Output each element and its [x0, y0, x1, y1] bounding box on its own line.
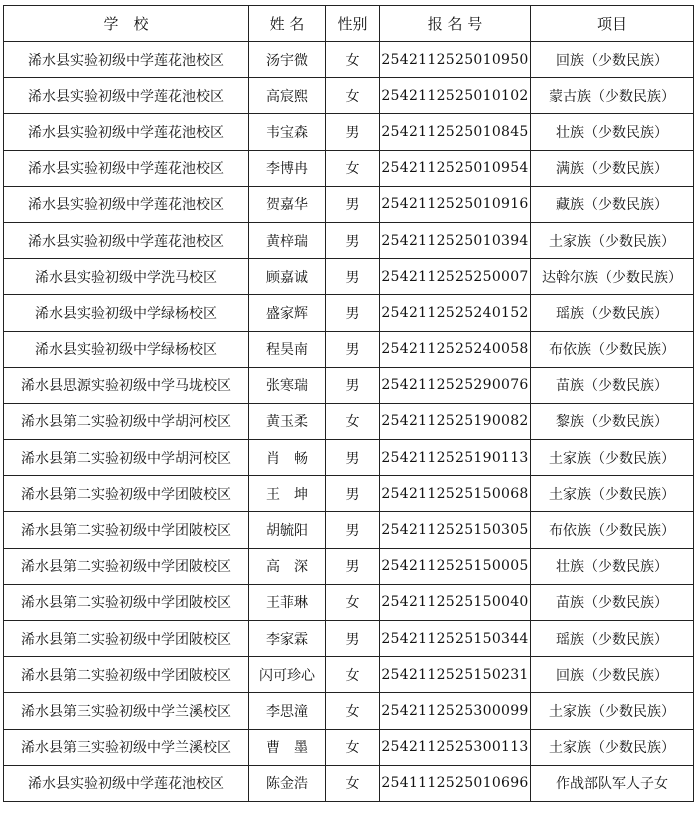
cell-school: 浠水县第二实验初级中学胡河校区 — [4, 440, 249, 476]
cell-name: 汤宇微 — [249, 42, 326, 78]
cell-reg-no: 2542112525240058 — [380, 331, 531, 367]
cell-school: 浠水县第二实验初级中学团陂校区 — [4, 657, 249, 693]
cell-category: 土家族（少数民族） — [531, 729, 694, 765]
cell-school: 浠水县思源实验初级中学马垅校区 — [4, 367, 249, 403]
table-row — [4, 512, 694, 548]
cell-category: 蒙古族（少数民族） — [531, 78, 694, 114]
cell-gender: 男 — [326, 367, 380, 403]
table-row — [4, 403, 694, 439]
cell-school: 浠水县实验初级中学莲花池校区 — [4, 186, 249, 222]
cell-gender: 女 — [326, 657, 380, 693]
table-header — [4, 6, 694, 42]
cell-school: 浠水县实验初级中学洗马校区 — [4, 259, 249, 295]
cell-reg-no: 2542112525150005 — [380, 548, 531, 584]
cell-name: 韦宝森 — [249, 114, 326, 150]
cell-school: 浠水县实验初级中学莲花池校区 — [4, 765, 249, 801]
cell-name: 贺嘉华 — [249, 186, 326, 222]
cell-school: 浠水县第二实验初级中学团陂校区 — [4, 621, 249, 657]
cell-gender: 男 — [326, 621, 380, 657]
table-row — [4, 331, 694, 367]
cell-reg-no: 2542112525150305 — [380, 512, 531, 548]
cell-category: 布依族（少数民族） — [531, 512, 694, 548]
cell-name: 顾嘉诚 — [249, 259, 326, 295]
table-row — [4, 476, 694, 512]
cell-category: 布依族（少数民族） — [531, 331, 694, 367]
cell-gender: 女 — [326, 150, 380, 186]
cell-gender: 女 — [326, 42, 380, 78]
cell-name: 陈金浩 — [249, 765, 326, 801]
cell-name: 王 坤 — [249, 476, 326, 512]
cell-category: 壮族（少数民族） — [531, 114, 694, 150]
cell-reg-no: 2542112525010950 — [380, 42, 531, 78]
cell-category: 瑶族（少数民族） — [531, 295, 694, 331]
cell-name: 李家霖 — [249, 621, 326, 657]
cell-gender: 女 — [326, 693, 380, 729]
table-body — [4, 42, 694, 802]
header-category: 项目 — [531, 6, 694, 42]
header-gender: 性别 — [326, 6, 380, 42]
cell-gender: 男 — [326, 512, 380, 548]
cell-reg-no: 2542112525150040 — [380, 584, 531, 620]
cell-school: 浠水县实验初级中学莲花池校区 — [4, 114, 249, 150]
cell-school: 浠水县第二实验初级中学团陂校区 — [4, 548, 249, 584]
table-row — [4, 78, 694, 114]
cell-school: 浠水县第二实验初级中学团陂校区 — [4, 512, 249, 548]
cell-reg-no: 2542112525010845 — [380, 114, 531, 150]
cell-name: 高 深 — [249, 548, 326, 584]
cell-name: 闪可珍心 — [249, 657, 326, 693]
header-reg-no: 报 名 号 — [380, 6, 531, 42]
cell-category: 黎族（少数民族） — [531, 403, 694, 439]
cell-gender: 男 — [326, 259, 380, 295]
cell-school: 浠水县第二实验初级中学团陂校区 — [4, 476, 249, 512]
cell-reg-no: 2542112525300113 — [380, 729, 531, 765]
cell-category: 满族（少数民族） — [531, 150, 694, 186]
cell-gender: 女 — [326, 78, 380, 114]
cell-school: 浠水县实验初级中学莲花池校区 — [4, 150, 249, 186]
cell-reg-no: 2542112525010102 — [380, 78, 531, 114]
cell-category: 瑶族（少数民族） — [531, 621, 694, 657]
cell-category: 藏族（少数民族） — [531, 186, 694, 222]
table-row — [4, 114, 694, 150]
cell-gender: 女 — [326, 729, 380, 765]
cell-category: 土家族（少数民族） — [531, 222, 694, 258]
cell-name: 胡毓阳 — [249, 512, 326, 548]
cell-name: 张寒瑞 — [249, 367, 326, 403]
cell-name: 曹 墨 — [249, 729, 326, 765]
cell-name: 黄玉柔 — [249, 403, 326, 439]
cell-gender: 男 — [326, 186, 380, 222]
cell-reg-no: 2541112525010696 — [380, 765, 531, 801]
table-row — [4, 693, 694, 729]
cell-category: 回族（少数民族） — [531, 657, 694, 693]
cell-category: 达斡尔族（少数民族） — [531, 259, 694, 295]
cell-school: 浠水县第二实验初级中学团陂校区 — [4, 584, 249, 620]
cell-school: 浠水县第三实验初级中学兰溪校区 — [4, 729, 249, 765]
table-row — [4, 621, 694, 657]
cell-reg-no: 2542112525010394 — [380, 222, 531, 258]
table-row — [4, 657, 694, 693]
cell-name: 王菲琳 — [249, 584, 326, 620]
table-row — [4, 259, 694, 295]
cell-school: 浠水县实验初级中学莲花池校区 — [4, 222, 249, 258]
table-row — [4, 729, 694, 765]
cell-gender: 男 — [326, 114, 380, 150]
cell-reg-no: 2542112525250007 — [380, 259, 531, 295]
table-row — [4, 440, 694, 476]
cell-gender: 女 — [326, 584, 380, 620]
cell-category: 土家族（少数民族） — [531, 476, 694, 512]
cell-reg-no: 2542112525150231 — [380, 657, 531, 693]
cell-gender: 男 — [326, 331, 380, 367]
cell-reg-no: 2542112525150068 — [380, 476, 531, 512]
cell-gender: 男 — [326, 295, 380, 331]
cell-gender: 男 — [326, 440, 380, 476]
cell-category: 壮族（少数民族） — [531, 548, 694, 584]
cell-reg-no: 2542112525150344 — [380, 621, 531, 657]
cell-category: 作战部队军人子女 — [531, 765, 694, 801]
cell-category: 土家族（少数民族） — [531, 693, 694, 729]
cell-name: 高宸熙 — [249, 78, 326, 114]
cell-reg-no: 2542112525300099 — [380, 693, 531, 729]
cell-name: 肖 畅 — [249, 440, 326, 476]
cell-school: 浠水县第三实验初级中学兰溪校区 — [4, 693, 249, 729]
cell-school: 浠水县第二实验初级中学胡河校区 — [4, 403, 249, 439]
cell-school: 浠水县实验初级中学莲花池校区 — [4, 78, 249, 114]
table-row — [4, 150, 694, 186]
cell-gender: 男 — [326, 476, 380, 512]
cell-school: 浠水县实验初级中学绿杨校区 — [4, 331, 249, 367]
header-school: 学 校 — [4, 6, 249, 42]
cell-gender: 女 — [326, 765, 380, 801]
student-roster-table — [3, 5, 694, 802]
cell-gender: 男 — [326, 222, 380, 258]
cell-category: 土家族（少数民族） — [531, 440, 694, 476]
cell-reg-no: 2542112525010954 — [380, 150, 531, 186]
cell-name: 盛家辉 — [249, 295, 326, 331]
cell-name: 李思潼 — [249, 693, 326, 729]
table-row — [4, 367, 694, 403]
cell-reg-no: 2542112525240152 — [380, 295, 531, 331]
table-row — [4, 42, 694, 78]
cell-name: 程昊南 — [249, 331, 326, 367]
cell-category: 回族（少数民族） — [531, 42, 694, 78]
cell-reg-no: 2542112525290076 — [380, 367, 531, 403]
cell-reg-no: 2542112525190082 — [380, 403, 531, 439]
cell-name: 李博冉 — [249, 150, 326, 186]
cell-category: 苗族（少数民族） — [531, 584, 694, 620]
cell-name: 黄梓瑞 — [249, 222, 326, 258]
table-row — [4, 548, 694, 584]
table-row — [4, 222, 694, 258]
cell-gender: 男 — [326, 548, 380, 584]
header-name: 姓 名 — [249, 6, 326, 42]
table-row — [4, 765, 694, 801]
header-row — [4, 6, 694, 42]
cell-school: 浠水县实验初级中学绿杨校区 — [4, 295, 249, 331]
cell-reg-no: 2542112525190113 — [380, 440, 531, 476]
table-row — [4, 584, 694, 620]
cell-reg-no: 2542112525010916 — [380, 186, 531, 222]
cell-category: 苗族（少数民族） — [531, 367, 694, 403]
cell-gender: 女 — [326, 403, 380, 439]
cell-school: 浠水县实验初级中学莲花池校区 — [4, 42, 249, 78]
table-row — [4, 295, 694, 331]
table-row — [4, 186, 694, 222]
